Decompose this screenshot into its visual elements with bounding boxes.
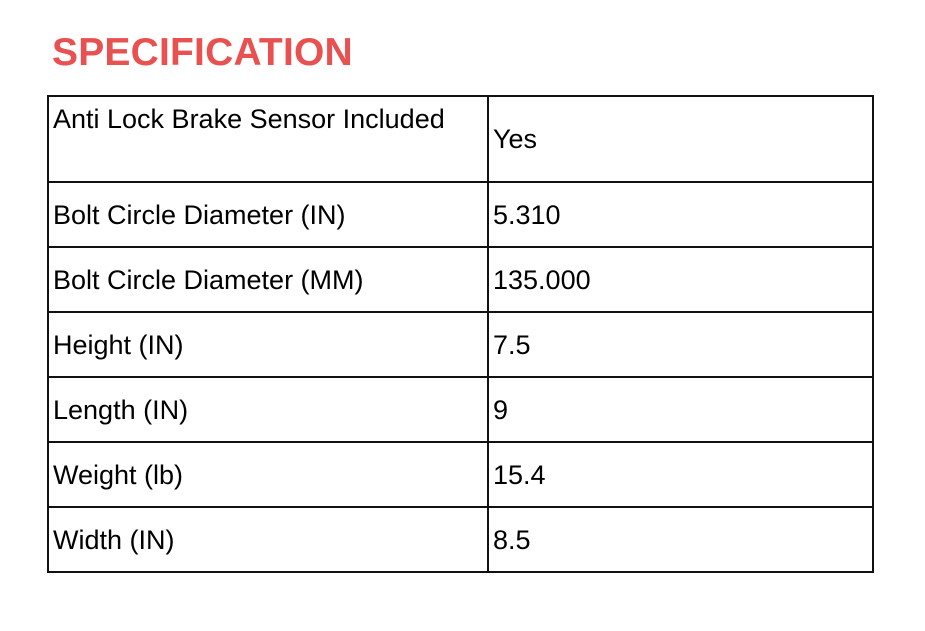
spec-label: Length (IN): [48, 377, 488, 442]
spec-value: 9: [488, 377, 873, 442]
spec-value: Yes: [488, 96, 873, 182]
specification-table: [47, 95, 874, 573]
table-row: [48, 507, 873, 572]
spec-label: Bolt Circle Diameter (MM): [48, 247, 488, 312]
table-row: [48, 182, 873, 247]
table-row: [48, 247, 873, 312]
spec-label: Weight (lb): [48, 442, 488, 507]
page-title: SPECIFICATION: [52, 31, 353, 74]
spec-value: 5.310: [488, 182, 873, 247]
table-row: [48, 442, 873, 507]
spec-label: Width (IN): [48, 507, 488, 572]
spec-value: 15.4: [488, 442, 873, 507]
table-row: [48, 312, 873, 377]
spec-value: 8.5: [488, 507, 873, 572]
spec-value: 135.000: [488, 247, 873, 312]
spec-label: Bolt Circle Diameter (IN): [48, 182, 488, 247]
table-row: [48, 377, 873, 442]
table-row: [48, 96, 873, 182]
spec-value: 7.5: [488, 312, 873, 377]
spec-label: Height (IN): [48, 312, 488, 377]
spec-label: Anti Lock Brake Sensor Included: [48, 96, 488, 182]
